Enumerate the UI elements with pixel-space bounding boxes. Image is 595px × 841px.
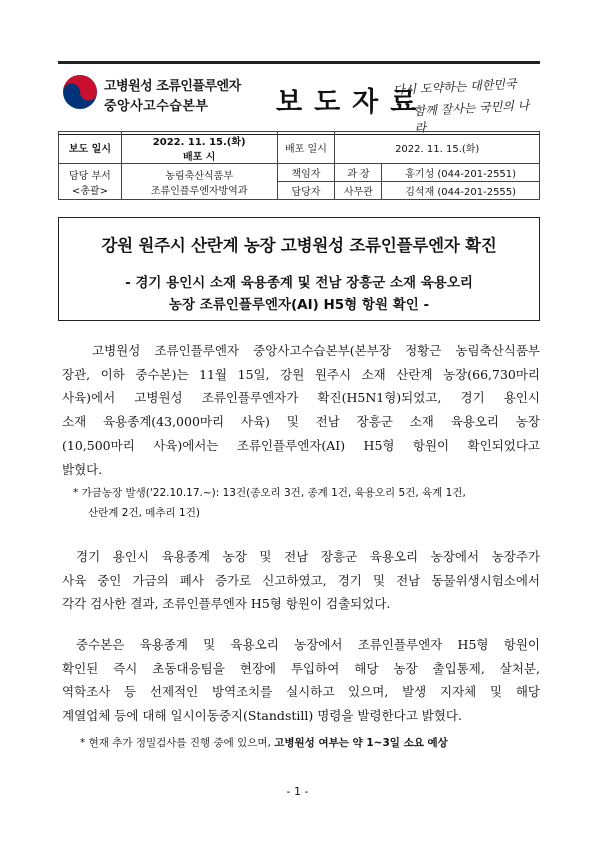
headline-sub-line2: 농장 조류인플루엔자(AI) H5형 항원 확인 -: [168, 297, 430, 313]
report-date-cell: [121, 132, 277, 164]
dept-value-cell: [121, 164, 277, 200]
staff-label: 담당자: [277, 182, 335, 200]
staff-title: 사무관: [335, 182, 382, 200]
dept-label-sub: <총괄>: [71, 185, 108, 197]
footnote-2: [80, 733, 540, 753]
headline-box: [58, 217, 540, 321]
paragraph-line: 사육)에서 고병원성 조류인플루엔자가 확진(H5N1형)되었고, 경기 용인시: [62, 390, 540, 406]
paragraph-line: (10,500마리 사육)에서는 조류인플루엔자(AI) H5형 항원이 확인되었다고: [62, 437, 540, 453]
responsible-contact: 홍기성 (044-201-2551): [382, 164, 540, 182]
paragraph-line: 각각 검사한 결과, 조류인플루엔자 H5형 항원이 검출되었다.: [62, 596, 391, 612]
footnote-line: * 가금농장 발생('22.10.17.~): 13건(종오리 3건, 종계 1건, 육용오리 5건, 육계 1건,: [73, 487, 466, 499]
body-paragraph-2: [62, 545, 540, 616]
responsible-label: 책임자: [277, 164, 335, 182]
paragraph-line: 사육 중인 가금의 폐사 증가로 신고하였고, 경기 및 전남 동물위생시험소에서: [62, 572, 540, 588]
report-date-label: 보도 일시: [59, 132, 122, 164]
footnote-1: [73, 483, 541, 523]
press-release-title: 보도자료: [276, 87, 429, 118]
release-date-label: 배포 일시: [277, 132, 335, 164]
paragraph-line: 계열업체 등에 대해 일시이동중지(Standstill) 명령을 발령한다고 밝혔다.: [62, 708, 462, 724]
paragraph-line: 소재 육용종계(43,000마리 사육) 및 전남 장흥군 소재 육용오리 농장: [62, 414, 540, 430]
paragraph-line: 고병원성 조류인플루엔자 중앙사고수습본부(본부장 정황근 농림축산식품부: [92, 343, 540, 358]
slogan-line1: 다시 도약하는 대한민국: [392, 76, 517, 98]
org-name-line2: 중앙사고수습본부: [104, 99, 209, 114]
headline-main: 강원 원주시 산란계 농장 고병원성 조류인플루엔자 확진: [101, 236, 497, 255]
dept-division: 조류인플루엔자방역과: [150, 185, 248, 197]
dept-label: 담당 부서: [69, 170, 111, 182]
report-date-suffix: 배포 시: [182, 151, 216, 163]
footnote-emphasis: 고병원성 여부는 약 1~3일 소요 예상: [274, 737, 448, 749]
responsible-title: 과 장: [335, 164, 382, 182]
paragraph-line: 중수본은 육용종계 및 육용오리 농장에서 조류인플루엔자 H5형 항원이: [76, 637, 540, 652]
release-date-value: 2022. 11. 15.(화): [335, 132, 540, 164]
paragraph-line: 확인된 즉시 초동대응팀을 현장에 투입하여 해당 농장 출입통제, 살처분,: [62, 660, 540, 676]
headline-sub-line1: - 경기 용인시 소재 육용종계 및 전남 장흥군 소재 육용오리: [125, 275, 473, 291]
slogan-line2: 함께 잘사는 국민의 나라: [413, 98, 530, 136]
press-header: [58, 61, 540, 135]
paragraph-line: 장관, 이하 중수본)는 11월 15일, 강원 원주시 소재 산란계 농장(66,730마리: [62, 366, 540, 382]
dept-label-cell: [59, 164, 122, 200]
body-paragraph-1: [62, 339, 540, 481]
page-number: - 1 -: [286, 785, 309, 798]
paragraph-line: 역학조사 등 선제적인 방역조치를 실시하고 있으며, 발생 지자체 및 해당: [62, 684, 540, 700]
body-paragraph-3: [62, 633, 540, 728]
taegeuk-logo-icon: [62, 74, 98, 110]
paragraph-line: 밝혔다.: [62, 461, 103, 477]
footnote-line: 산란계 2건, 메추리 1건): [88, 507, 200, 519]
release-info-table: [58, 131, 540, 200]
org-name-line1: 고병원성 조류인플루엔자: [104, 79, 241, 94]
staff-contact: 김석재 (044-201-2555): [382, 182, 540, 200]
footnote-text: * 현재 추가 정밀검사를 진행 중에 있으며,: [80, 737, 275, 749]
paragraph-line: 경기 용인시 육용종계 농장 및 전남 장흥군 육용오리 농장에서 농장주가: [76, 549, 540, 564]
dept-ministry: 농림축산식품부: [165, 170, 233, 182]
report-date-value: 2022. 11. 15.(화): [152, 136, 246, 148]
